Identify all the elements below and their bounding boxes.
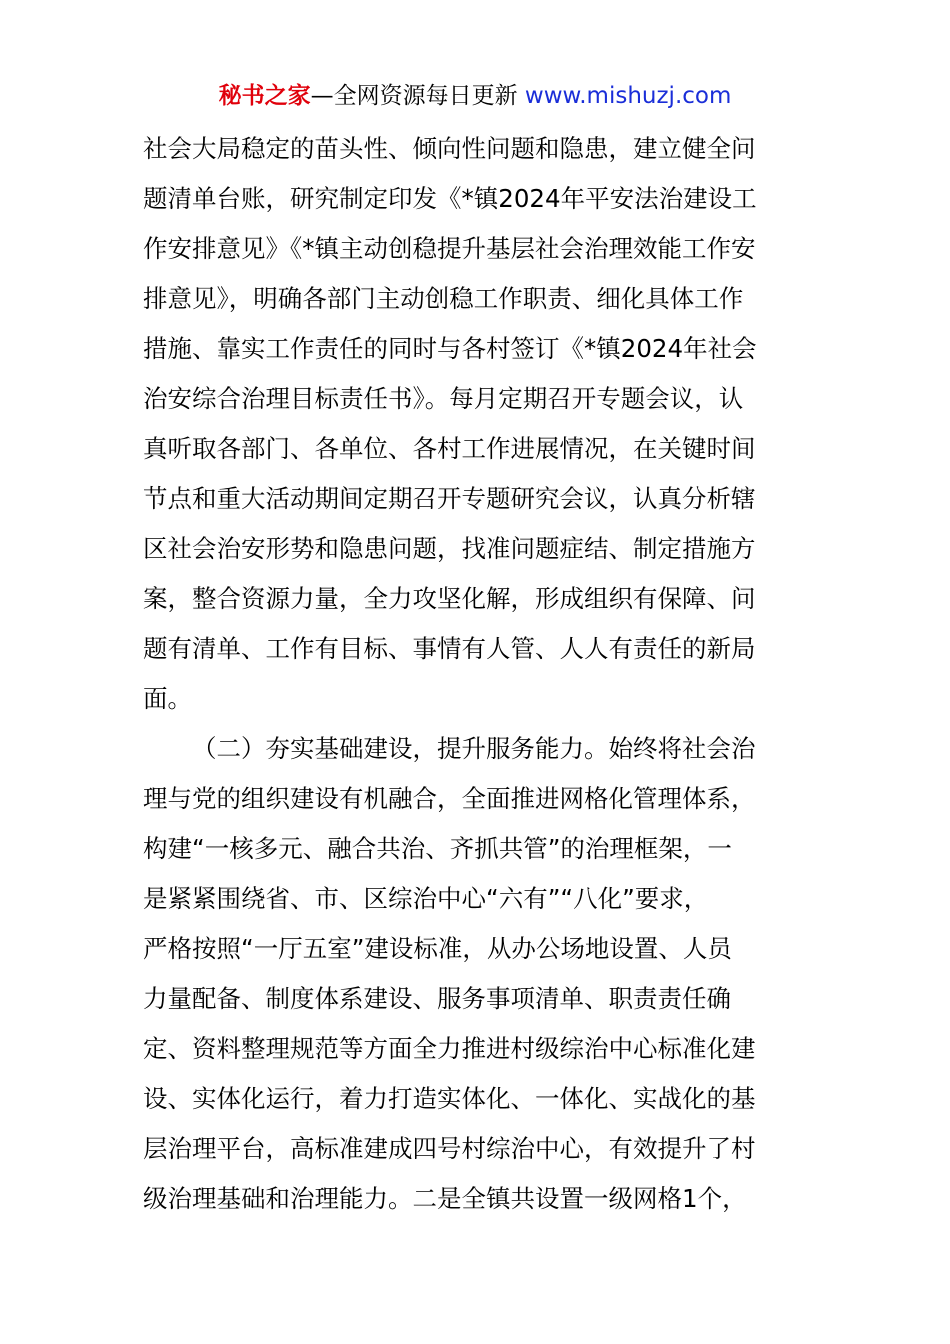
paragraph-line: 定、资料整理规范等方面全力推进村级综治中心标准化建	[143, 1034, 756, 1063]
paragraph-line: 排意见》，明确各部门主动创稳工作职责、细化具体工作	[143, 284, 744, 313]
paragraph-line: 理与党的组织建设有机融合，全面推进网格化管理体系，	[143, 784, 756, 813]
paragraph-line: 层治理平台，高标准建成四号村综治中心，有效提升了村	[143, 1134, 756, 1163]
paragraph-line: 级治理基础和治理能力。二是全镇共设置一级网格1个，	[143, 1184, 747, 1213]
paragraph-line: 区社会治安形势和隐患问题，找准问题症结、制定措施方	[143, 534, 756, 563]
paragraph-line: 设、实体化运行，着力打造实体化、一体化、实战化的基	[143, 1084, 756, 1113]
site-tagline: —全网资源每日更新	[310, 83, 525, 109]
paragraph-line: 构建“一核多元、融合共治、齐抓共管”的治理框架，一	[143, 834, 732, 863]
paragraph-line: 是紧紧围绕省、市、区综治中心“六有”“八化”要求，	[143, 884, 709, 913]
document-body	[143, 124, 813, 1224]
site-brand-name: 秘书之家	[218, 83, 311, 109]
paragraph-line: 措施、靠实工作责任的同时与各村签订《*镇2024年社会	[143, 334, 757, 363]
paragraph-line: 节点和重大活动期间定期召开专题研究会议，认真分析辖	[143, 484, 756, 513]
paragraph-line: 严格按照“一厅五室”建设标准，从办公场地设置、人员	[143, 934, 732, 963]
paragraph-line: 真听取各部门、各单位、各村工作进展情况，在关键时间	[143, 434, 756, 463]
paragraph-line: 案，整合资源力量，全力攻坚化解，形成组织有保障、问	[143, 584, 756, 613]
paragraph-line: 社会大局稳定的苗头性、倾向性问题和隐患，建立健全问	[143, 134, 756, 163]
paragraph-line: 题清单台账，研究制定印发《*镇2024年平安法治建设工	[143, 184, 757, 213]
paragraph-line: 治安综合治理目标责任书》。每月定期召开专题会议，认	[143, 384, 744, 413]
paragraph-line: 题有清单、工作有目标、事情有人管、人人有责任的新局	[143, 634, 756, 663]
paragraph-line: 力量配备、制度体系建设、服务事项清单、职责责任确	[143, 984, 731, 1013]
paragraph-line: 面。	[143, 684, 192, 713]
site-url-link[interactable]: www.mishuzj.com	[524, 83, 732, 109]
paragraph-line: 作安排意见》《*镇主动创稳提升基层社会治理效能工作安	[143, 234, 756, 263]
section-heading-line: （二）夯实基础建设，提升服务能力。始终将社会治	[192, 734, 756, 763]
page-header	[0, 80, 950, 112]
